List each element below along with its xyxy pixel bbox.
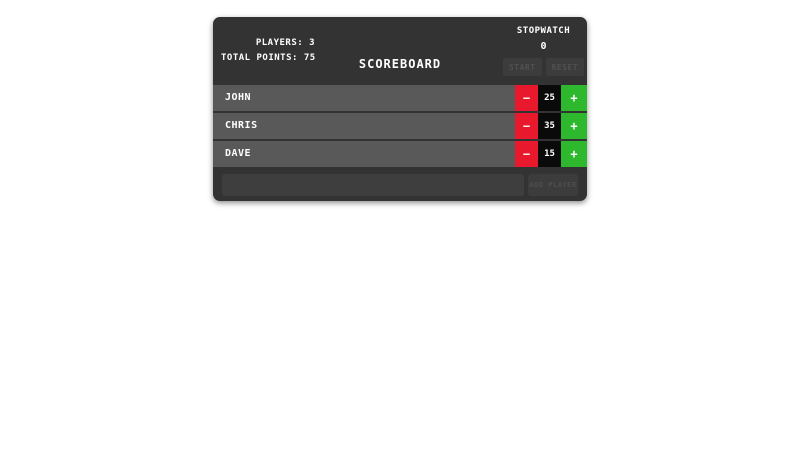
player-score: 35 [538, 113, 561, 139]
reset-button[interactable]: RESET [546, 58, 585, 76]
plus-icon: + [570, 119, 578, 133]
decrement-button[interactable] [515, 85, 538, 111]
increment-button[interactable] [561, 141, 587, 167]
increment-button[interactable] [561, 85, 587, 111]
player-row [213, 113, 587, 139]
minus-icon: − [522, 119, 531, 133]
add-player-input[interactable] [222, 174, 524, 196]
plus-icon: + [570, 147, 578, 161]
plus-icon: + [570, 91, 578, 105]
page-title: SCOREBOARD [358, 57, 442, 71]
stopwatch-value: 0 [540, 41, 547, 52]
player-name: CHRIS [225, 120, 258, 131]
stopwatch-block [503, 26, 584, 76]
players-count-text: PLAYERS: 3 [255, 38, 315, 48]
decrement-button[interactable] [515, 141, 538, 167]
player-name: JOHN [225, 92, 252, 103]
total-points-text: TOTAL POINTS: 75 [221, 53, 316, 63]
start-button[interactable]: START [503, 58, 542, 76]
scoreboard-header [213, 17, 587, 85]
decrement-button[interactable] [515, 113, 538, 139]
stopwatch-label: STOPWATCH [516, 26, 571, 36]
increment-button[interactable] [561, 113, 587, 139]
player-score: 15 [538, 141, 561, 167]
add-player-button[interactable]: ADD PLAYER [528, 174, 578, 196]
minus-icon: − [522, 147, 531, 161]
add-player-bar [213, 168, 587, 201]
player-rows [213, 85, 587, 169]
scoreboard-panel [213, 17, 587, 201]
stopwatch-buttons [503, 58, 584, 76]
player-name: DAVE [225, 148, 252, 159]
player-score: 25 [538, 85, 561, 111]
player-row [213, 141, 587, 167]
player-row [213, 85, 587, 111]
minus-icon: − [522, 91, 531, 105]
